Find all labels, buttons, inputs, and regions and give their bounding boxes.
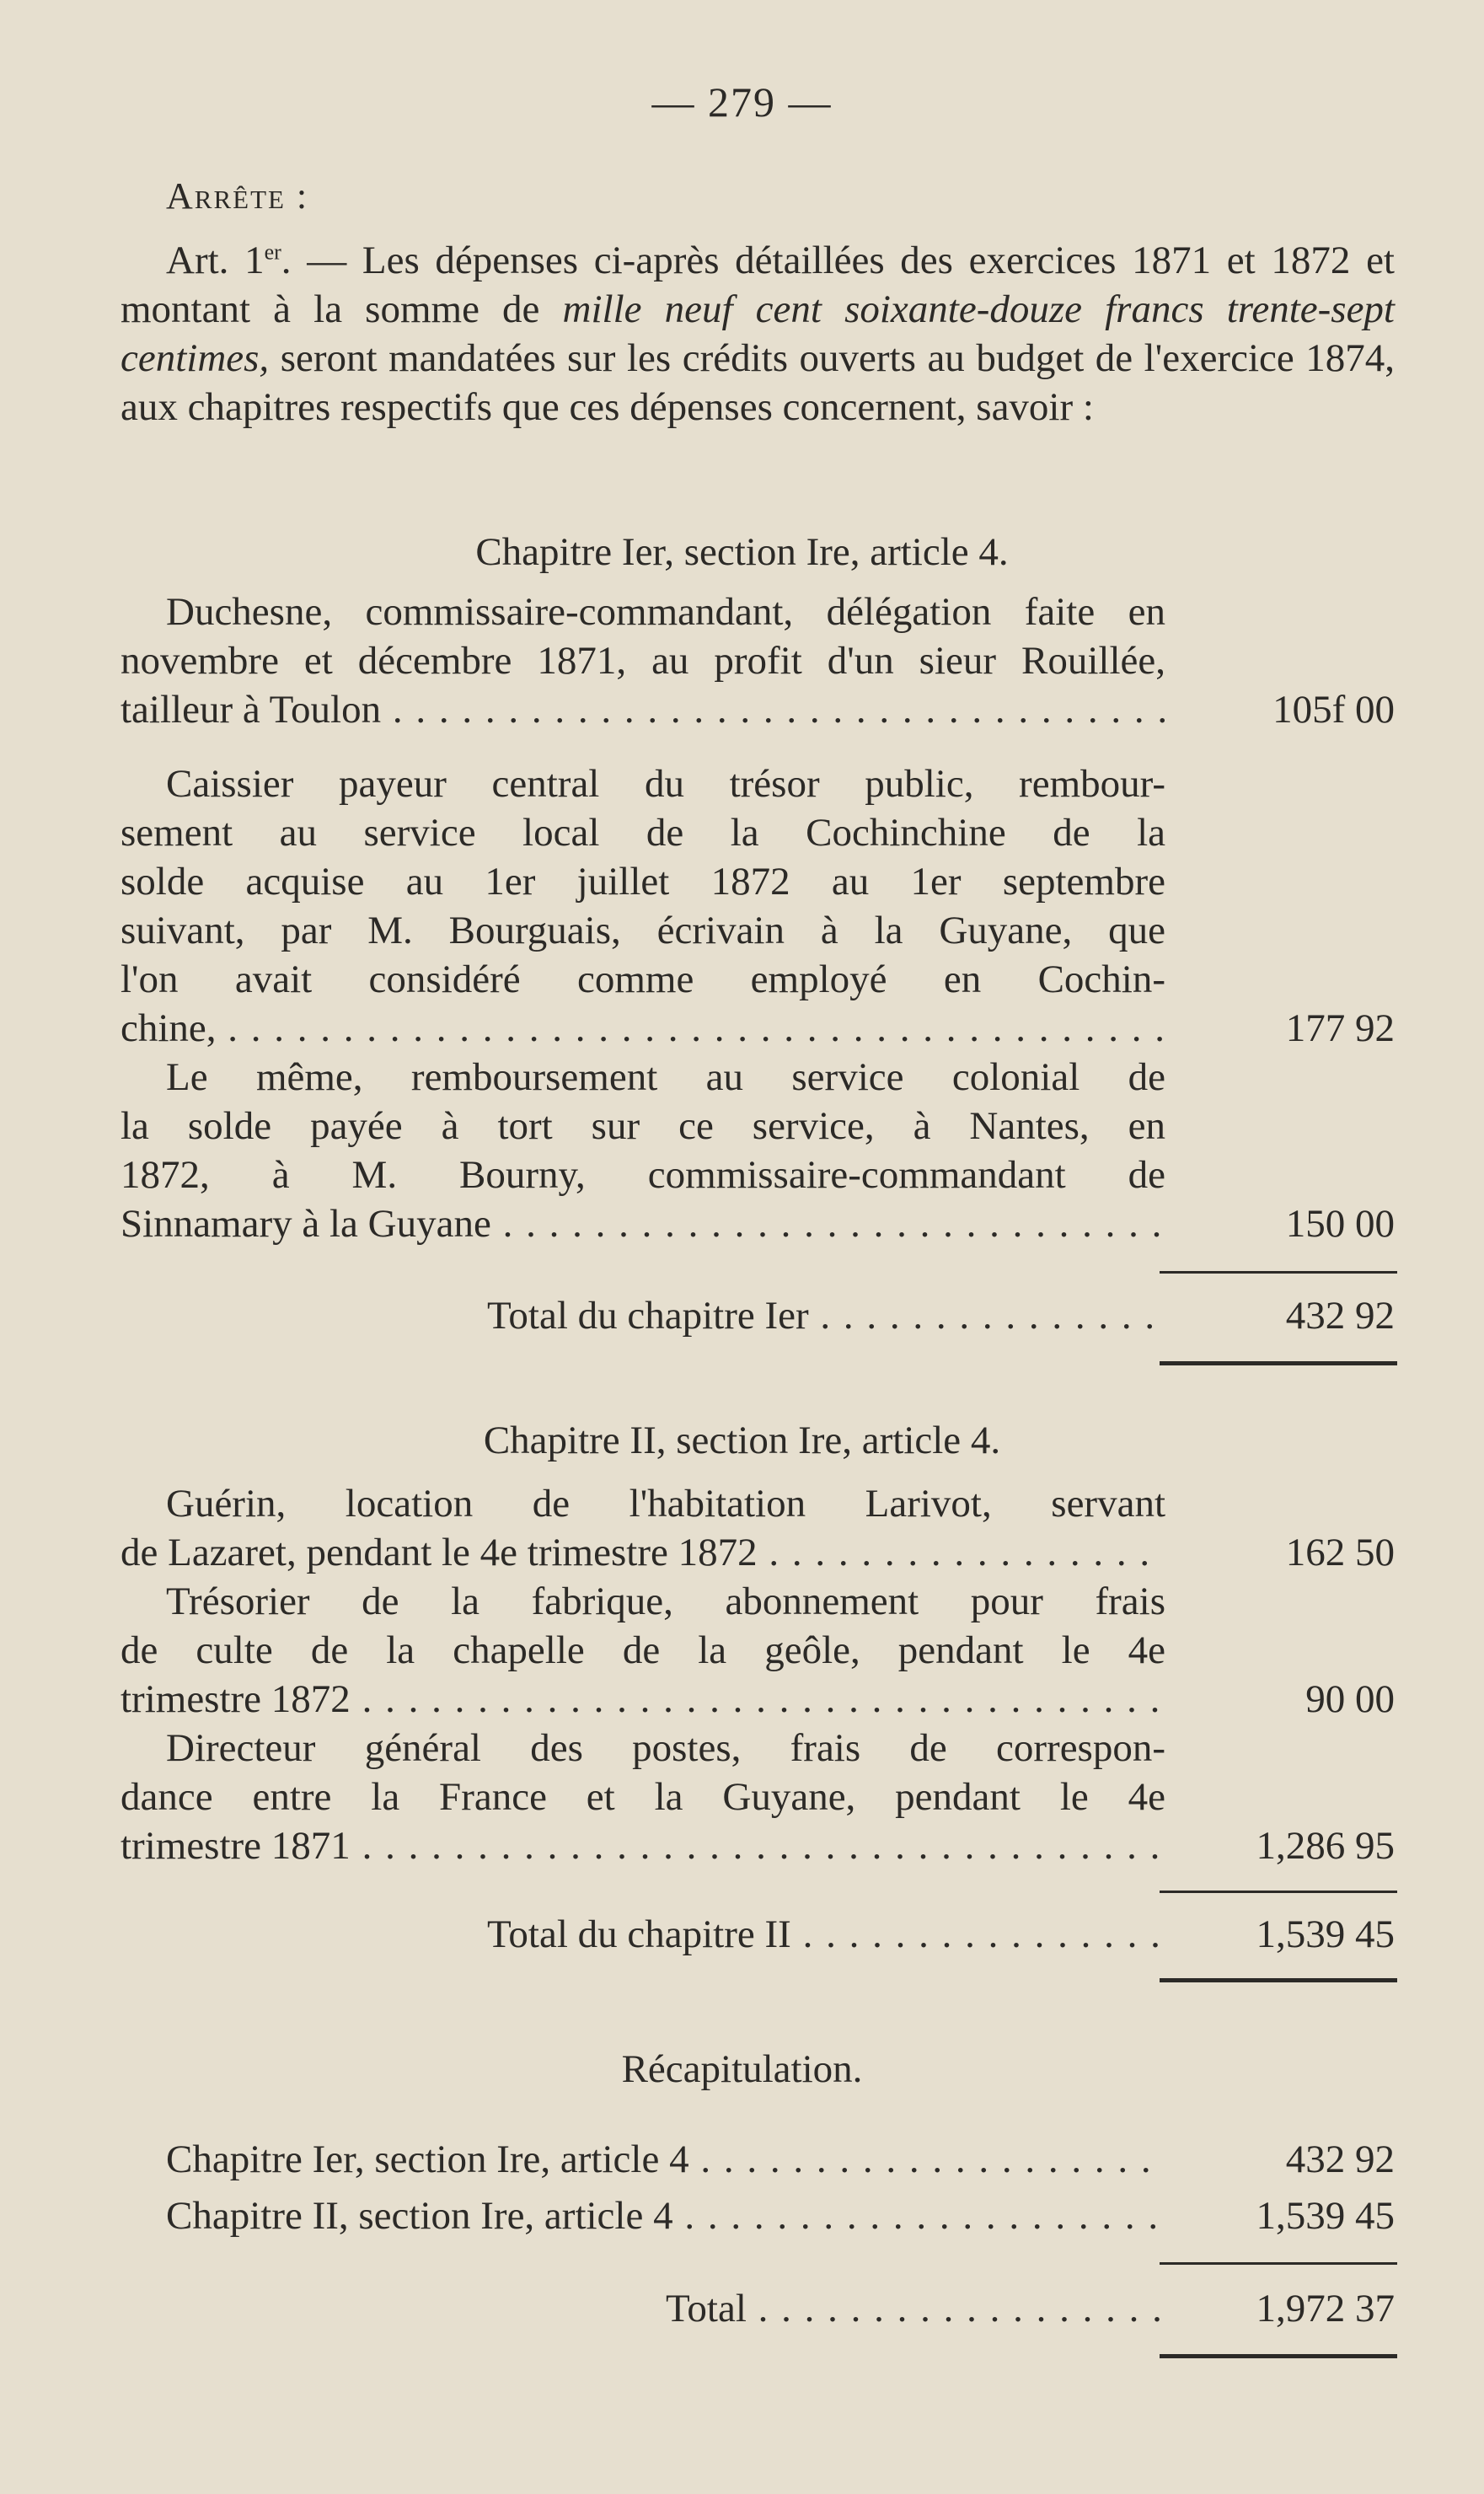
entry-line: Le même, remboursement au service colonial de	[166, 1055, 1165, 1099]
recap-row-1-label: Chapitre Ier, section Ire, article 4 . . .	[166, 2135, 1165, 2184]
recap-row-2-amount: 1,539 45	[1256, 2194, 1395, 2238]
entry-line: Caissier payeur central du trésor public, rembour-	[166, 762, 1165, 806]
chapter2-entry-3-amount: 1,286 95	[1256, 1824, 1395, 1868]
entry-line: trimestre 1872 . . .	[121, 1675, 1165, 1724]
entry-line: novembre et décembre 1871, au profit d'un sieur Rouillée,	[121, 639, 1165, 683]
article-paragraph	[121, 236, 1395, 432]
chapter1-entry-1	[121, 587, 1165, 734]
recap-total-label: Total . . .	[666, 2284, 1165, 2333]
chapter2-entry-3	[121, 1724, 1165, 1870]
chapter2-entry-1-amount: 162 50	[1285, 1531, 1395, 1574]
article-rest: seront mandatées sur les crédits ouverts au budget de l'exercice 1874, aux chapitres respectifs que ces dépenses concernent, savoir :	[121, 336, 1396, 429]
chapter2-total-rule	[1160, 1978, 1397, 1982]
article-label-prefix: Art. 1	[166, 239, 265, 282]
chapter2-subtotal-rule	[1160, 1891, 1397, 1893]
chapter1-subtotal-rule	[1160, 1271, 1397, 1274]
chapter1-entry-2-amount: 177 92	[1285, 1006, 1395, 1050]
chapter2-total-label: Total du chapitre II . . .	[487, 1910, 1165, 1959]
entry-line: suivant, par M. Bourguais, écrivain à la Guyane, que	[121, 909, 1165, 952]
entry-line: dance entre la France et la Guyane, pendant le 4e	[121, 1775, 1165, 1819]
entry-line: chine, . . .	[121, 1004, 1165, 1053]
entry-line: Guérin, location de l'habitation Larivot, servant	[166, 1482, 1165, 1526]
page-number: — 279 —	[651, 78, 833, 126]
recap-subtotal-rule	[1160, 2262, 1397, 2265]
article-label-sup: er	[264, 239, 281, 265]
recap-total-rule	[1160, 2354, 1397, 2358]
entry-line: trimestre 1871 . . .	[121, 1821, 1165, 1870]
chapter2-title: Chapitre II, section Ire, article 4.	[483, 1419, 1001, 1462]
entry-line: solde acquise au 1er juillet 1872 au 1er septembre	[121, 860, 1165, 904]
chapter2-entry-2-amount: 90 00	[1305, 1677, 1395, 1721]
chapter1-entry-3	[121, 1053, 1165, 1248]
entry-line: 1872, à M. Bourny, commissaire-commandant de	[121, 1153, 1165, 1197]
chapter1-entry-1-amount: 105f 00	[1272, 688, 1395, 732]
entry-line: la solde payée à tort sur ce service, à Nantes, en	[121, 1104, 1165, 1148]
entry-line: Sinnamary à la Guyane . . .	[121, 1199, 1165, 1248]
heading-arrete: Arrête :	[166, 175, 309, 217]
chapter2-entry-2	[121, 1577, 1165, 1724]
recap-row-1-amount: 432 92	[1285, 2137, 1395, 2181]
entry-line: l'on avait considéré comme employé en Cochin-	[121, 957, 1165, 1001]
recap-row-2-label: Chapitre II, section Ire, article 4 . . .	[166, 2191, 1165, 2240]
entry-line: tailleur à Toulon . . .	[121, 685, 1165, 734]
entry-line: de Lazaret, pendant le 4e trimestre 1872 . . .	[121, 1528, 1165, 1577]
chapter1-title: Chapitre Ier, section Ire, article 4.	[475, 530, 1009, 574]
entry-line: Trésorier de la fabrique, abonnement pour frais	[166, 1580, 1165, 1623]
recap-total-amount: 1,972 37	[1256, 2287, 1395, 2330]
recap-title: Récapitulation.	[621, 2047, 863, 2091]
entry-line: Duchesne, commissaire-commandant, délégation faite en	[166, 590, 1165, 634]
article-amount-words: mille neuf cent soixante-douze francs trente-sept centimes,	[121, 287, 1395, 380]
entry-line: de culte de la chapelle de la geôle, pendant le 4e	[121, 1628, 1165, 1672]
chapter1-total-label: Total du chapitre Ier . . .	[487, 1291, 1165, 1340]
chapter2-entry-1	[121, 1479, 1165, 1577]
entry-line: sement au service local de la Cochinchine de la	[121, 811, 1165, 855]
article-label-suffix: . — Les dépenses ci-après détaillées des exercices 1871 et 1872 et montant à la somme de	[121, 239, 1395, 331]
entry-line: Directeur général des postes, frais de correspon-	[166, 1726, 1165, 1770]
chapter2-total-amount: 1,539 45	[1256, 1912, 1395, 1956]
chapter1-entry-2	[121, 759, 1165, 1053]
chapter1-total-rule	[1160, 1361, 1397, 1365]
chapter1-entry-3-amount: 150 00	[1285, 1202, 1395, 1246]
chapter1-total-amount: 432 92	[1285, 1294, 1395, 1338]
